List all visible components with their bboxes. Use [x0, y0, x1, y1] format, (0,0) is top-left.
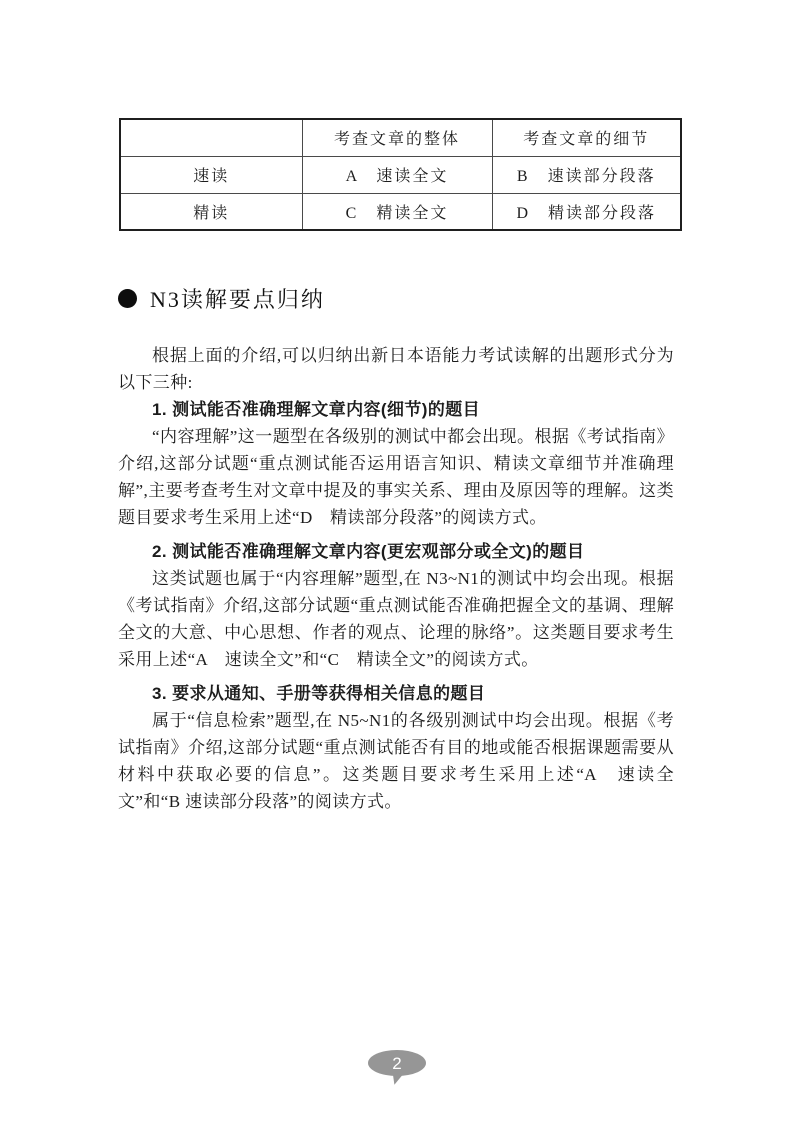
section-header	[118, 285, 674, 311]
row-label-intensive-reading: 精读	[120, 193, 302, 230]
page-number: 2	[392, 1053, 402, 1073]
main-content	[118, 285, 674, 815]
item-3-body: 属于“信息检索”题型,在 N5~N1的各级别测试中均会出现。根据《考试指南》介绍,这部分试题“重点测试能否有目的地或能否根据课题需要从材料中获取必要的信息”。这类题目要求考生采用上述“A 速读全文”和“B 速读部分段落”的阅读方式。	[118, 711, 674, 811]
intro-paragraph: 根据上面的介绍,可以归纳出新日本语能力考试读解的出题形式分为以下三种:	[118, 346, 674, 392]
item-2-body: 这类试题也属于“内容理解”题型,在 N3~N1的测试中均会出现。根据《考试指南》介绍,这部分试题“重点测试能否准确把握全文的基调、理解全文的大意、中心思想、作者的观点、论理的脉络”。这类题目要求考生采用上述“A 速读全文”和“C 精读全文”的阅读方式。	[118, 569, 674, 669]
row-label-speed-reading: 速读	[120, 156, 302, 193]
page-number-badge	[368, 1050, 426, 1076]
table-header-detail: 考查文章的细节	[492, 119, 681, 156]
cell-intensive-detail: D 精读部分段落	[492, 193, 681, 230]
cell-intensive-whole: C 精读全文	[302, 193, 492, 230]
content-item-2	[118, 538, 674, 673]
table-row-sudoku	[120, 156, 681, 193]
item-3-heading: 3. 要求从通知、手册等获得相关信息的题目	[152, 684, 486, 703]
item-1-body: “内容理解”这一题型在各级别的测试中都会出现。根据《考试指南》介绍,这部分试题“重点测试能否运用语言知识、精读文章细节并准确理解”,主要考查考生对文章中提及的事实关系、理由及原因等的理解。这类题目要求考生采用上述“D 精读部分段落”的阅读方式。	[118, 427, 674, 527]
table-header-empty-cell	[120, 119, 302, 156]
content-item-3	[118, 680, 674, 815]
bullet-icon	[118, 289, 137, 308]
section-title: N3读解要点归纳	[150, 286, 325, 312]
cell-speed-whole: A 速读全文	[302, 156, 492, 193]
item-1-heading: 1. 测试能否准确理解文章内容(细节)的题目	[152, 400, 481, 419]
badge-tail-icon	[391, 1072, 403, 1085]
table-header-whole: 考查文章的整体	[302, 119, 492, 156]
table-header-row	[120, 119, 681, 156]
reading-methods-table	[119, 118, 682, 231]
content-item-1	[118, 396, 674, 531]
item-2-heading: 2. 测试能否准确理解文章内容(更宏观部分或全文)的题目	[152, 542, 585, 561]
table-row-intensive	[120, 193, 681, 230]
cell-speed-detail: B 速读部分段落	[492, 156, 681, 193]
